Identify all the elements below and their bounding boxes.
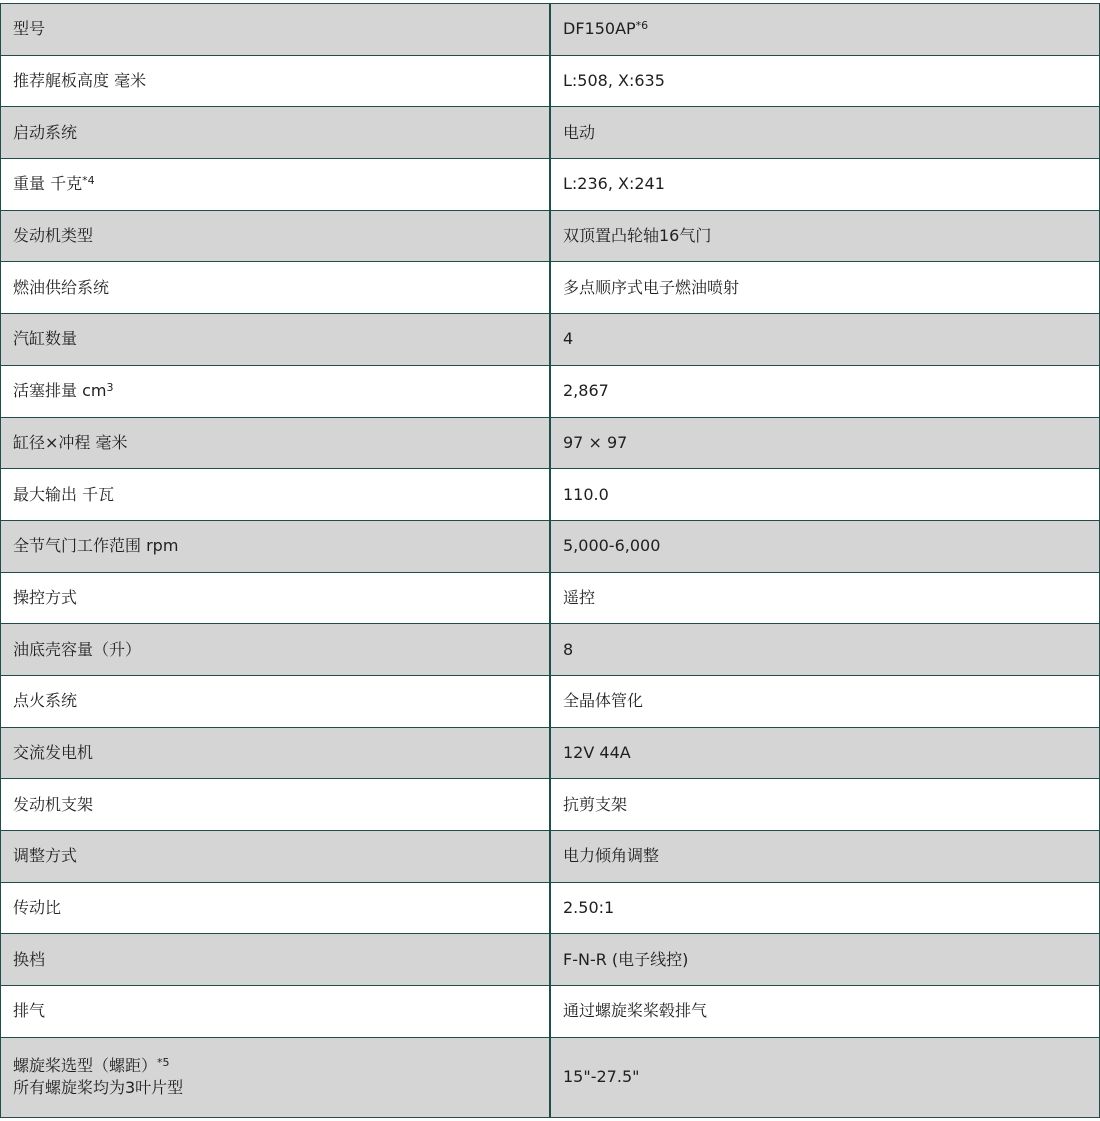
- label-cell: [1, 417, 551, 469]
- spec-label: 推荐艉板高度 毫米: [13, 71, 147, 91]
- label-cell: [1, 572, 551, 624]
- label-cell: [1, 675, 551, 727]
- value-cell: [550, 4, 1100, 56]
- label-cell: [1, 469, 551, 521]
- spec-value: 8: [563, 639, 574, 659]
- table-row: [1, 986, 1100, 1038]
- spec-value: F-N-R (电子线控): [563, 949, 689, 969]
- value-cell: [550, 159, 1100, 211]
- propeller-sub-label: 所有螺旋桨均为3叶片型: [13, 1078, 184, 1098]
- propeller-label-line: [13, 1055, 537, 1077]
- spec-value: DF150AP: [563, 19, 636, 39]
- propeller-value: 15"-27.5": [563, 1067, 640, 1087]
- spec-value: 110.0: [563, 484, 609, 504]
- spec-label: 活塞排量 cm: [13, 381, 107, 401]
- label-cell: [1, 55, 551, 107]
- value-cell: [550, 675, 1100, 727]
- value-cell: [550, 624, 1100, 676]
- label-cell: [1, 831, 551, 883]
- spec-label: 燃油供给系统: [13, 277, 110, 297]
- spec-label: 传动比: [13, 898, 62, 918]
- label-cell: [1, 262, 551, 314]
- spec-value: 电动: [563, 122, 596, 142]
- spec-label: 重量 千克: [13, 174, 83, 194]
- value-cell: [550, 55, 1100, 107]
- spec-value: 多点顺序式电子燃油喷射: [563, 277, 740, 297]
- table-row: [1, 469, 1100, 521]
- label-cell: [1, 159, 551, 211]
- label-cell: [1, 107, 551, 159]
- value-cell: [550, 210, 1100, 262]
- table-row: [1, 520, 1100, 572]
- table-row: [1, 417, 1100, 469]
- table-row: [1, 934, 1100, 986]
- value-cell: [550, 314, 1100, 366]
- spec-label: 型号: [13, 19, 46, 39]
- label-cell: [1, 882, 551, 934]
- table-row: [1, 210, 1100, 262]
- spec-value: 遥控: [563, 587, 596, 607]
- value-cell: [550, 1037, 1100, 1117]
- table-row: [1, 55, 1100, 107]
- spec-label: 启动系统: [13, 122, 78, 142]
- spec-value: 2.50:1: [563, 898, 615, 918]
- table-row: [1, 107, 1100, 159]
- table-row: [1, 675, 1100, 727]
- propeller-label: 螺旋桨选型（螺距）: [13, 1056, 158, 1076]
- spec-value: 5,000-6,000: [563, 536, 661, 556]
- value-cell: [550, 262, 1100, 314]
- spec-label: 全节气门工作范围 rpm: [13, 536, 179, 556]
- spec-value: 抗剪支架: [563, 794, 628, 814]
- spec-value: 2,867: [563, 381, 609, 401]
- table-row: [1, 365, 1100, 417]
- table-row: [1, 4, 1100, 56]
- spec-label: 排气: [13, 1001, 46, 1021]
- spec-label-footnote: *4: [82, 174, 95, 188]
- spec-label: 点火系统: [13, 691, 78, 711]
- spec-label: 发动机支架: [13, 794, 94, 814]
- value-cell: [550, 365, 1100, 417]
- table-row: [1, 572, 1100, 624]
- value-cell: [550, 417, 1100, 469]
- spec-value: 97 × 97: [563, 432, 628, 452]
- value-cell: [550, 882, 1100, 934]
- spec-label: 调整方式: [13, 846, 78, 866]
- spec-label: 交流发电机: [13, 742, 94, 762]
- spec-table-body: [1, 4, 1100, 1118]
- table-row: [1, 314, 1100, 366]
- spec-label: 发动机类型: [13, 226, 94, 246]
- value-cell: [550, 934, 1100, 986]
- label-cell: [1, 986, 551, 1038]
- table-row: [1, 727, 1100, 779]
- spec-label: 换档: [13, 949, 46, 969]
- value-cell: [550, 572, 1100, 624]
- spec-value: 双顶置凸轮轴16气门: [563, 226, 712, 246]
- value-cell: [550, 107, 1100, 159]
- spec-value: L:508, X:635: [563, 71, 665, 91]
- spec-value: 12V 44A: [563, 742, 631, 762]
- value-cell: [550, 727, 1100, 779]
- value-cell: [550, 831, 1100, 883]
- table-row: [1, 882, 1100, 934]
- label-cell: [1, 4, 551, 56]
- label-cell: [1, 365, 551, 417]
- spec-table: [0, 3, 1100, 1118]
- label-cell: [1, 210, 551, 262]
- label-cell: [1, 1037, 551, 1117]
- table-row-propeller: [1, 1037, 1100, 1117]
- table-row: [1, 624, 1100, 676]
- spec-label: 汽缸数量: [13, 329, 78, 349]
- spec-label: 油底壳容量（升）: [13, 639, 142, 659]
- spec-label: 操控方式: [13, 587, 78, 607]
- propeller-label-sup: *5: [157, 1056, 170, 1070]
- label-cell: [1, 520, 551, 572]
- table-row: [1, 159, 1100, 211]
- label-cell: [1, 779, 551, 831]
- value-cell: [550, 520, 1100, 572]
- label-cell: [1, 934, 551, 986]
- table-row: [1, 262, 1100, 314]
- spec-value: L:236, X:241: [563, 174, 665, 194]
- spec-value: 电力倾角调整: [563, 846, 660, 866]
- table-row: [1, 831, 1100, 883]
- spec-label: 缸径×冲程 毫米: [13, 432, 128, 452]
- label-cell: [1, 314, 551, 366]
- spec-value: 全晶体管化: [563, 691, 644, 711]
- value-cell: [550, 986, 1100, 1038]
- label-cell: [1, 727, 551, 779]
- table-row: [1, 779, 1100, 831]
- spec-value: 通过螺旋桨桨毂排气: [563, 1001, 708, 1021]
- spec-label-footnote: 3: [106, 381, 114, 395]
- spec-value-footnote: *6: [635, 19, 649, 33]
- spec-value: 4: [563, 329, 574, 349]
- spec-label: 最大输出 千瓦: [13, 484, 115, 504]
- value-cell: [550, 469, 1100, 521]
- label-cell: [1, 624, 551, 676]
- value-cell: [550, 779, 1100, 831]
